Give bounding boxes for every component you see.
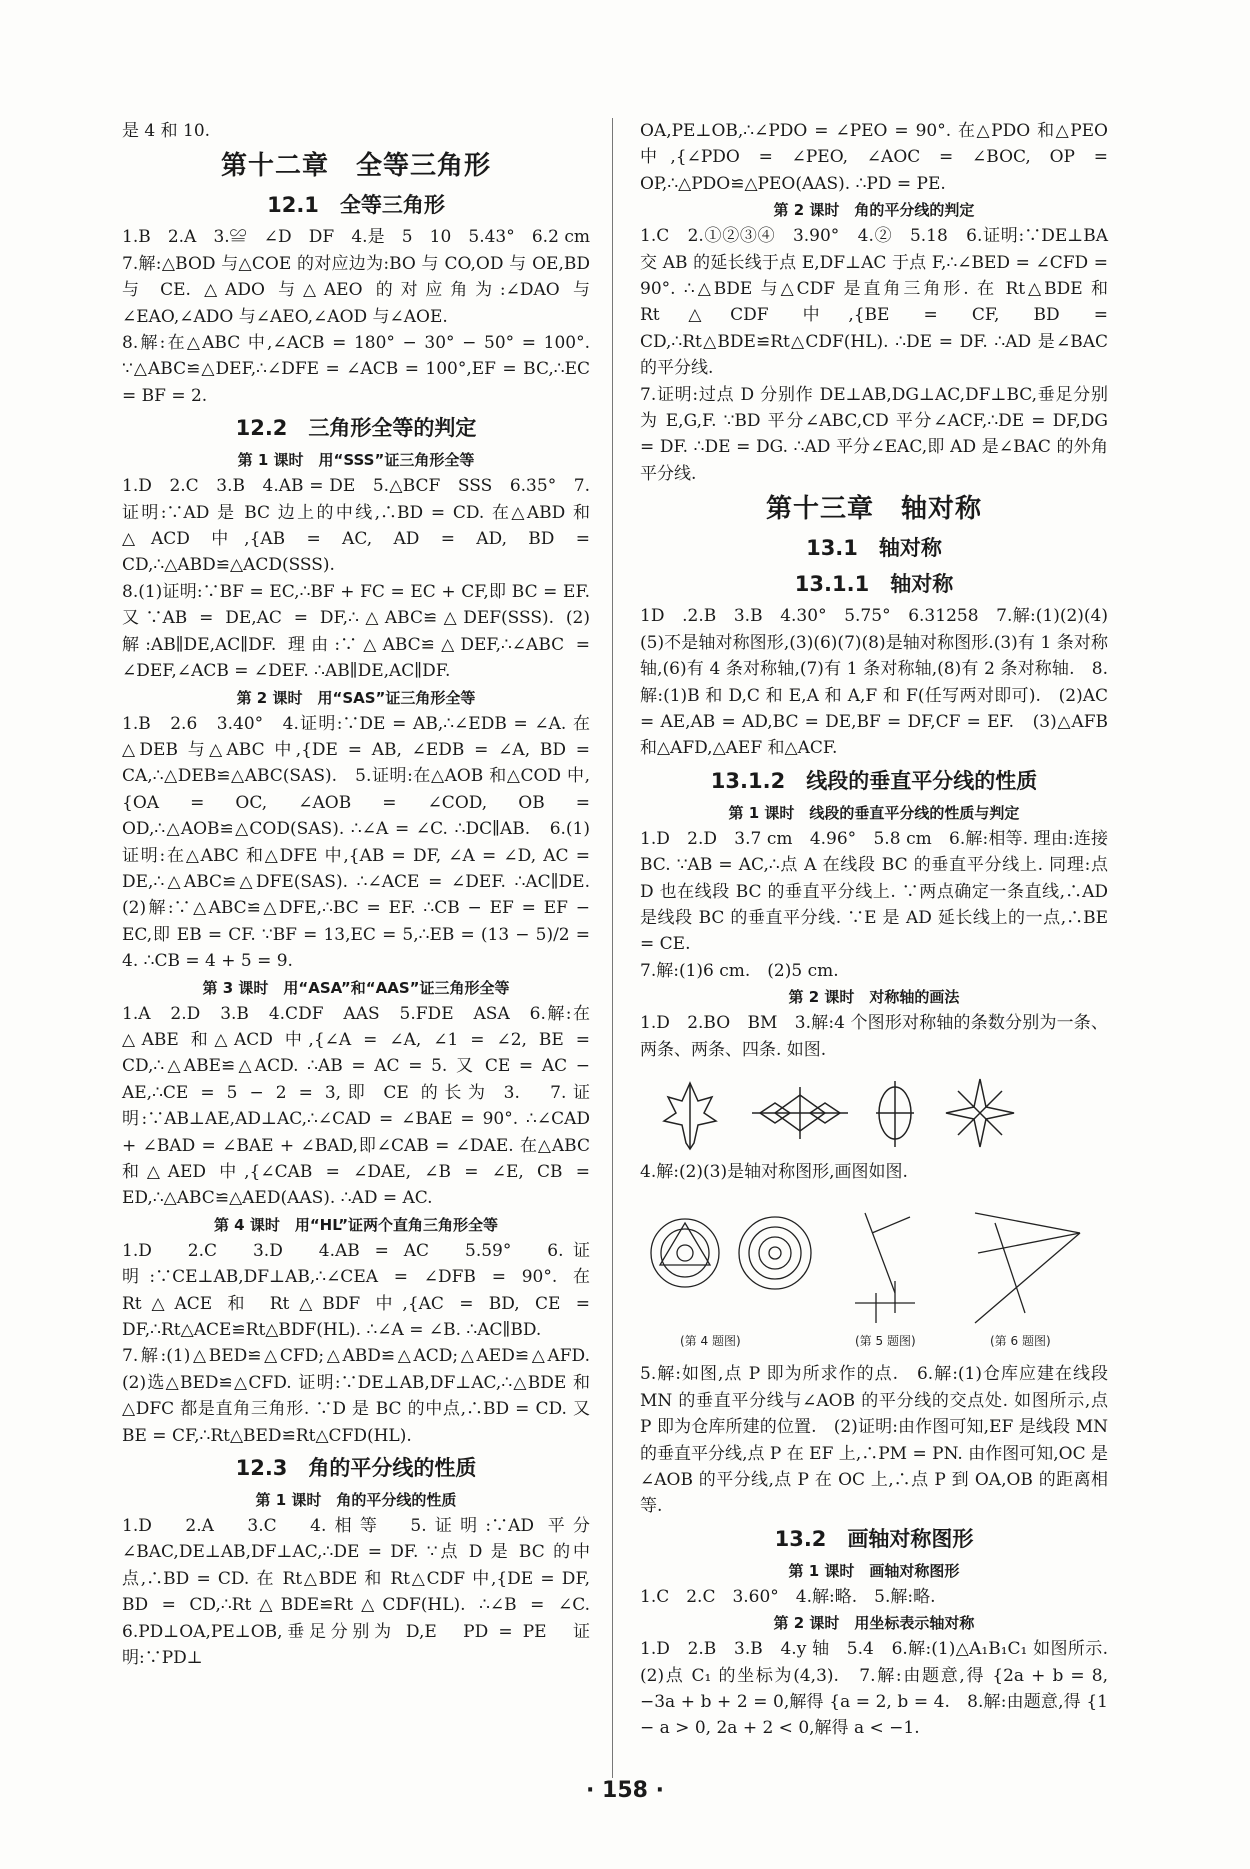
p-left-14: 1.D 2.C 3.D 4.AB = AC 5.59° 6.证明:∵CE⊥AB,DF⊥AB,∴∠CEA = ∠DFB = 90°. 在 Rt△ACE 和 Rt△BDF 中,{AC = BD, CE = DF,∴Rt△ACE≌Rt△BDF(HL). ∴∠A = ∠B. ∴AC∥BD. [122,1240,590,1341]
section-right_top-8: 13.1.2 线段的垂直平分线的性质 [710,768,1038,793]
p-left-0: 是 4 和 10. [122,121,211,141]
p-right_top-2: 1.C 2.①②③④ 3.90° 4.② 5.18 6.证明:∵DE⊥BA 交 AB 的延长线于点 E,DF⊥AC 于点 F,∴∠BED = ∠CFD = 90°. ∴△BDE 与△CDF 是直角三角形. 在 Rt△BDE 和 Rt△CDF 中,{BE = CF, BD = CD,∴Rt△BDE≌Rt△CDF(HL). ∴DE = DF. ∴AD 是∠BAC 的平分线. [640,226,1108,379]
bell-figure [876,1081,914,1147]
right-column [640,118,1108,1742]
p-left-4: 8.解:在△ABC 中,∠ACB = 180° − 30° − 50° = 100°. ∵△ABC≌△DEF,∴∠DFE = ∠ACB = 100°,EF = BC,∴EC = BF = 2. [122,333,590,406]
figure-captions [680,1334,1051,1348]
p-right_top-7: 1D .2.B 3.B 4.30° 5.75° 6.31258 7.解:(1)(2)(4)(5)不是轴对称图形,(3)(6)(7)(8)是轴对称图形.(3)有 1 条对称轴,(6)有 4 条对称轴,(7)有 1 条对称轴,(8)有 2 条对称轴. 8.解:(1)B 和 D,C 和 E,A 和 A,F 和 F(任写两对即可). (2)AC = AE,AB = AD,BC = DE,BF = DF,CF = EF. (3)△AFB 和△AFD,△AEF 和△ACF. [640,606,1108,759]
lesson-left-6: 第 1 课时 用“SSS”证三角形全等 [237,451,475,470]
chapter-right_top-4: 第十三章 轴对称 [765,494,982,525]
p-left-3: 1.B 2.A 3.≌ ∠D DF 4.是 5 10 5.43° 6.2 cm 7.解:△BOD 与△COE 的对应边为:BO 与 CO,OD 与 OE,BD 与 CE. △ADO 与△AEO 的对应角为:∠DAO 与∠EAO,∠ADO 与∠AEO,∠AOD 与∠AOE. [122,227,607,327]
p-right_top-13: 1.D 2.BO BM 3.解:4 个图形对称轴的条数分别为一条、两条、两条、四条. 如图. [640,1013,1108,1060]
lesson-left-13: 第 4 课时 用“HL”证两个直角三角形全等 [213,1215,499,1234]
section-left-16: 12.3 角的平分线的性质 [235,1456,477,1481]
section-right_top-6: 13.1.1 轴对称 [794,572,954,597]
warehouse-figure-6 [975,1213,1080,1323]
question-figures [640,1193,1108,1353]
caption-fig4: (第 4 题图) [680,1334,741,1349]
p-right_top-3: 7.证明:过点 D 分别作 DE⊥AB,DG⊥AC,DF⊥BC,垂足分别为 E,G,F. ∵BD 平分∠ABC,CD 平分∠ACF,∴DE = DF,DG = DF. ∴DE = DG. ∴AD 平分∠EAC,即 AD 是∠BAC 的外角平分线. [640,384,1108,484]
chapter-left-1: 第十二章 全等三角形 [220,151,491,182]
p-right_bottom-0: 5.解:如图,点 P 即为所求作的点. 6.解:(1)仓库应建在线段 MN 的垂直平分线与∠AOB 的平分线的交点处. 如图所示,点 P 即为仓库所建的位置. (2)证明:由作图可知,EF 是线段 MN 的垂直平分线,点 P 在 EF 上,∴PM = PN. 由作图可知,OC 是∠AOB 的平分线,点 P 在 OC 上,∴点 P 到 OA,OB 的距离相等. [640,1364,1108,1517]
p-right_bottom-5: 1.D 2.B 3.B 4.y 轴 5.4 6.解:(1)△A₁B₁C₁ 如图所示. (2)点 C₁ 的坐标为(4,3). 7.解:由题意,得 {2a + b = 8, −3a + b + 2 = 0,解得 {a = 2, b = 4. 8.解:由题意,得 {1 − a > 0, 2a + 2 < 0,解得 a < −1. [640,1639,1108,1739]
construction-figure-5 [855,1213,915,1323]
p-left-7: 1.D 2.C 3.B 4.AB = DE 5.△BCF SSS 6.35° 7.证明:∵AD 是 BC 边上的中线,∴BD = CD. 在△ABD 和△ACD 中,{AB = AC, AD = AD, BD = CD,∴△ABD≌△ACD(SSS). [122,476,590,576]
triangle-circle-figure [651,1219,719,1287]
left-column [122,118,607,1672]
caption-fig6: (第 6 题图) [990,1334,1051,1349]
lesson-left-9: 第 2 课时 用“SAS”证三角形全等 [236,688,476,707]
p-right_top-10: 1.D 2.D 3.7 cm 4.96° 5.8 cm 6.解:相等. 理由:连接 BC. ∵AB = AC,∴点 A 在线段 BC 的垂直平分线上. 同理:点 D 也在线段 BC 的垂直平分线上. ∵两点确定一条直线,∴AD 是线段 BC 的垂直平分线. ∵E 是 AD 延长线上的一点,∴BE = CE. [640,828,1108,955]
lesson-left-17: 第 1 课时 角的平分线的性质 [255,1491,457,1510]
lesson-right_bottom-4: 第 2 课时 用坐标表示轴对称 [773,1614,975,1633]
p-right_bottom-3: 1.C 2.C 3.60° 4.解:略. 5.解:略. [640,1586,936,1607]
p-right_top-11: 7.解:(1)6 cm. (2)5 cm. [640,960,839,981]
p-right_mid-0: 4.解:(2)(3)是轴对称图形,画图如图. [640,1161,908,1182]
maple-leaf-figure [664,1083,716,1149]
star-figure [946,1079,1014,1147]
diamond-knot-figure [752,1087,848,1139]
section-left-2: 12.1 全等三角形 [267,193,445,218]
symmetry-figures [640,1073,1108,1153]
p-left-8: 8.(1)证明:∵BF = EC,∴BF + FC = EC + CF,即 BC = EF. 又∵AB = DE,AC = DF,∴△ABC≌△DEF(SSS). (2)解:AB∥DE,AC∥DF. 理由:∵△ABC≌△DEF,∴∠ABC = ∠DEF,∠ACB = ∠DEF. ∴AB∥DE,AC∥DF. [122,581,590,682]
p-left-18: 1.D 2.A 3.C 4.相等 5.证明:∵AD 平分∠BAC,DE⊥AB,DF⊥AC,∴DE = DF. ∵点 D 是 BC 的中点,∴BD = CD. 在 Rt△BDE 和 Rt△CDF 中,{DE = DF, BD = CD,∴Rt△BDE≌Rt△CDF(HL). ∴∠B = ∠C. 6.PD⊥OA,PE⊥OB,垂足分别为 D,E PD = PE 证明:∵PD⊥ [122,1516,607,1669]
section-left-5: 12.2 三角形全等的判定 [235,416,477,441]
flower-circle-figure [739,1217,811,1289]
lesson-right_top-12: 第 2 课时 对称轴的画法 [788,988,960,1007]
p-right_top-0: OA,PE⊥OB,∴∠PDO = ∠PEO = 90°. 在△PDO 和△PEO 中,{∠PDO = ∠PEO, ∠AOC = ∠BOC, OP = OP,∴△PDO≌△PEO(AAS). ∴PD = PE. [640,121,1108,194]
column-divider [612,118,613,1778]
page-number: · 158 · [586,1778,664,1803]
p-left-15: 7.解:(1)△BED≌△CFD;△ABD≌△ACD;△AED≌△AFD. (2)选△BED≌△CFD. 证明:∵DE⊥AB,DF⊥AC,∴△BDE 和△DFC 都是直角三角形. ∵D 是 BC 的中点,∴BD = CD. 又 BE = CF,∴Rt△BED≌Rt△CFD(HL). [122,1346,607,1446]
lesson-right_top-1: 第 2 课时 角的平分线的判定 [773,201,975,220]
section-right_bottom-1: 13.2 画轴对称图形 [774,1526,974,1551]
lesson-right_bottom-2: 第 1 课时 画轴对称图形 [788,1561,960,1580]
lesson-right_top-9: 第 1 课时 线段的垂直平分线的性质与判定 [728,803,1020,822]
caption-fig5: (第 5 题图) [855,1334,916,1349]
section-right_top-5: 13.1 轴对称 [806,536,942,561]
lesson-left-11: 第 3 课时 用“ASA”和“AAS”证三角形全等 [202,978,510,997]
p-left-10: 1.B 2.6 3.40° 4.证明:∵DE = AB,∴∠EDB = ∠A. 在△DEB 与△ABC 中,{DE = AB, ∠EDB = ∠A, BD = CA,∴△DEB≌△ABC(SAS). 5.证明:在△AOB 和△COD 中,{OA = OC, ∠AOB = ∠COD, OB = OD,∴△AOB≌△COD(SAS). ∴∠A = ∠C. ∴DC∥AB. 6.(1)证明:在△ABC 和△DFE 中,{AB = DF, ∠A = ∠D, AC = DE,∴△ABC≌△DFE(SAS). ∴∠ACE = ∠DEF. ∴AC∥DE. (2)解:∵△ABC≌△DFE,∴BC = EF. ∴CB − EF = EF − EC,即 EB = CF. ∵BF = 13,EC = 5,∴EB = (13 − 5)/2 = 4. ∴CB = 4 + 5 = 9. [122,713,607,972]
p-left-12: 1.A 2.D 3.B 4.CDF AAS 5.FDE ASA 6.解:在△ABE 和△ACD 中,{∠A = ∠A, ∠1 = ∠2, BE = CD,∴△ABE≌△ACD. ∴AB = AC = 5. 又 CE = AC − AE,∴CE = 5 − 2 = 3,即 CE 的长为 3. 7.证明:∵AB⊥AE,AD⊥AC,∴∠CAD = ∠BAE = 90°. ∴∠CAD + ∠BAD = ∠BAE + ∠BAD,即∠CAB = ∠DAE. 在△ABC 和△AED 中,{∠CAB = ∠DAE, ∠B = ∠E, CB = ED,∴△ABC≌△AED(AAS). ∴AD = AC. [122,1003,590,1209]
